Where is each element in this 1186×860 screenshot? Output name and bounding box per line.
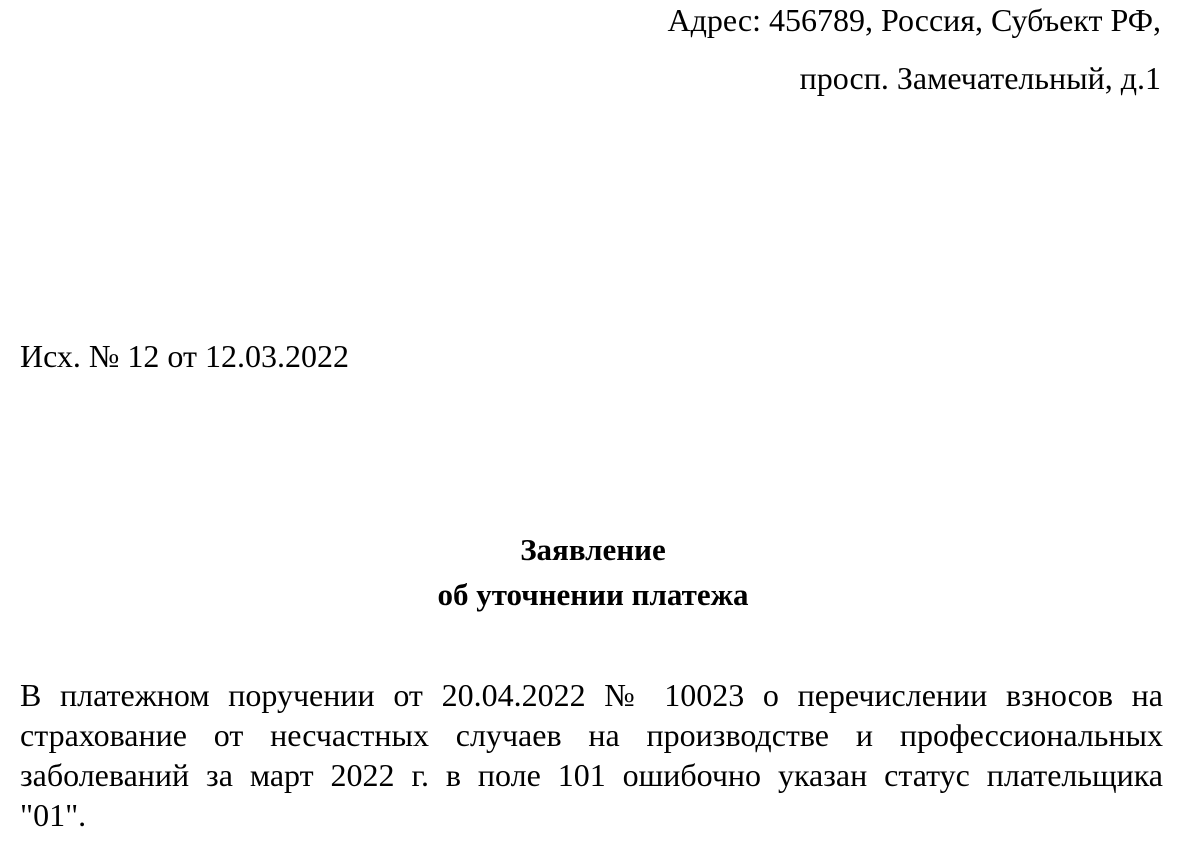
body-line: В платежном поручении от 20.04.2022 № 10023 о перечислении взносов на [20,677,1163,713]
outgoing-reference: Исх. № 12 от 12.03.2022 [20,338,349,374]
document-title: Заявление [520,532,666,567]
address-line-2: просп. Замечательный, д.1 [799,60,1161,96]
body-line: заболеваний за март 2022 г. в поле 101 ошибочно указан статус плательщика [20,757,1163,793]
address-line-1: Адрес: 456789, Россия, Субъект РФ, [667,2,1161,38]
body-line: страхование от несчастных случаев на производстве и профессиональных [20,717,1163,753]
body-line: "01". [20,797,87,833]
body-paragraph [20,675,1163,835]
document-subtitle: об уточнении платежа [437,577,749,612]
